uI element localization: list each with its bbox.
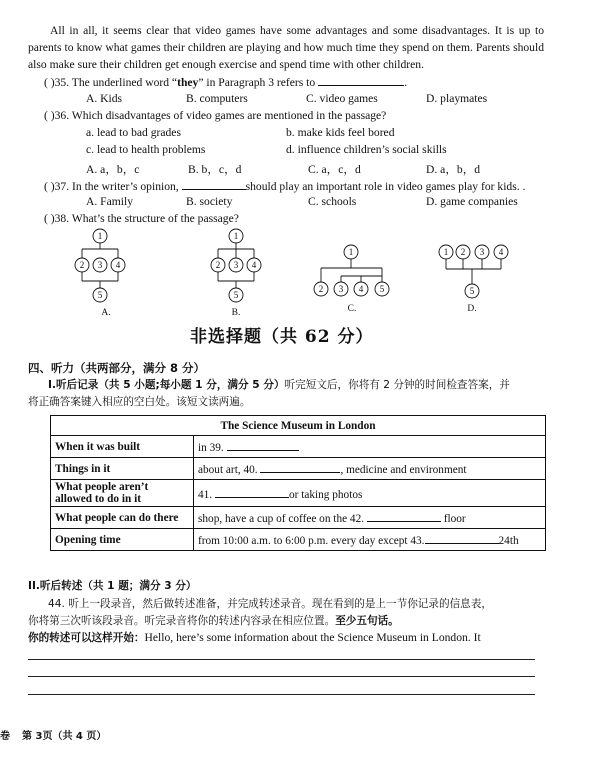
footer-page: 第 3页（共 4 页） [22, 731, 107, 742]
q35-tail: . [404, 76, 408, 89]
blank-43[interactable] [425, 532, 499, 544]
part1-instructions-line2: 将正确答案键入相应的空白处。该短文读两遍。 [28, 396, 251, 408]
blank-41[interactable] [215, 486, 289, 498]
q35-option-c[interactable]: C. video games [306, 92, 378, 105]
svg-text:1: 1 [348, 247, 354, 257]
svg-text:1: 1 [443, 247, 449, 257]
row-value-opening: from 10:00 a.m. to 6:00 p.m. every day except 43. 24th [194, 529, 546, 551]
diagram-d-label: D. [467, 304, 477, 314]
row-label-opening: Opening time [51, 529, 194, 551]
q35-option-b[interactable]: B. computers [186, 92, 248, 105]
blank-39[interactable] [227, 439, 299, 451]
diagram-b[interactable] [211, 229, 261, 318]
question-37 [44, 178, 525, 193]
q36-sub-d: d. influence children’s social skills [286, 143, 447, 156]
q37-stem-pre: ( )37. In the writer’s opinion, [44, 180, 179, 193]
q35-stem-pre: ( )35. The underlined word “ [44, 76, 178, 89]
q35-keyword: they [177, 76, 199, 89]
q36-option-c[interactable]: C. a，c，d [308, 163, 361, 176]
svg-text:5: 5 [469, 286, 475, 296]
svg-text:2: 2 [79, 260, 85, 270]
table-row [51, 480, 546, 507]
q37-stem-post: should play an important role in video games play for kids. . [245, 180, 526, 193]
part2-start-label: 你的转述可以这样开始： [28, 632, 145, 644]
question-38: ( )38. What’s the structure of the passage? [44, 212, 239, 225]
answer-line-2[interactable] [28, 676, 535, 677]
row-value-things: about art, 40. , medicine and environment [194, 458, 546, 480]
svg-text:3: 3 [338, 284, 344, 294]
diagram-a-label: A. [101, 308, 111, 318]
q37-option-a[interactable]: A. Family [86, 195, 134, 208]
svg-text:3: 3 [97, 260, 103, 270]
q36-sub-a: a. lead to bad grades [86, 126, 181, 139]
q36-option-d[interactable]: D. a，b，d [426, 163, 481, 176]
svg-text:4: 4 [251, 260, 257, 270]
diagram-d[interactable] [439, 245, 508, 314]
blank-42[interactable] [367, 510, 441, 522]
svg-text:4: 4 [358, 284, 364, 294]
svg-text:2: 2 [460, 247, 466, 257]
svg-text:2: 2 [215, 260, 221, 270]
answer-line-1[interactable] [28, 659, 535, 660]
table-row [51, 507, 546, 529]
svg-text:5: 5 [233, 290, 239, 300]
q35-answer-blank[interactable] [318, 74, 404, 86]
table-row [51, 529, 546, 551]
q36-option-b[interactable]: B. b，c，d [188, 163, 242, 176]
q36-sub-c: c. lead to health problems [86, 143, 206, 156]
row-label-things: Things in it [51, 458, 194, 480]
row-value-built: in 39. [194, 436, 546, 458]
part2-start-text: Hello, here’s some information about the Science Museum in London. It [144, 631, 481, 644]
svg-text:5: 5 [97, 290, 103, 300]
part1-instructions [48, 377, 510, 392]
svg-text:4: 4 [115, 260, 121, 270]
svg-text:1: 1 [233, 231, 239, 241]
svg-text:1: 1 [97, 231, 103, 241]
row-label-can-do: What people can do there [51, 507, 194, 529]
svg-text:2: 2 [318, 284, 324, 294]
svg-text:3: 3 [479, 247, 485, 257]
passage-paragraph [28, 22, 544, 74]
q36-option-a[interactable]: A. a，b，c [86, 163, 140, 176]
row-label-built: When it was built [51, 436, 194, 458]
svg-text:5: 5 [379, 284, 385, 294]
q35-stem-post: ” in Paragraph 3 refers to [198, 76, 316, 89]
part1-heading: I.听后记录（共 5 小题;每小题 1 分，满分 5 分） [48, 379, 285, 391]
q35-option-a[interactable]: A. Kids [86, 92, 123, 105]
part2-line1: 44. 听上一段录音，然后做转述准备，并完成转述录音。现在看到的是上一节你记录的信息表， [48, 598, 492, 610]
diagram-c-label: C. [347, 304, 357, 314]
section-title: 非选择题（共 62 分） [190, 327, 374, 347]
diagram-c[interactable] [314, 245, 389, 314]
row-value-not-allowed: 41. or taking photos [194, 480, 546, 507]
row-value-can-do: shop, have a cup of coffee on the 42. floor [194, 507, 546, 529]
q35-option-d[interactable]: D. playmates [426, 92, 488, 105]
question-35 [44, 74, 407, 89]
row-label-not-allowed: What people aren’t allowed to do in it [51, 480, 194, 507]
museum-table-header: The Science Museum in London [51, 416, 546, 436]
q36-sub-b: b. make kids feel bored [286, 126, 395, 139]
answer-line-3[interactable] [28, 694, 535, 695]
part1-rest: 听完短文后，你将有 2 分钟的时间检查答案，并 [284, 379, 510, 391]
structure-diagrams [60, 226, 550, 318]
q37-option-c[interactable]: C. schools [308, 195, 357, 208]
q37-answer-blank[interactable] [182, 178, 246, 190]
svg-text:3: 3 [233, 260, 239, 270]
museum-table [50, 415, 546, 551]
diagram-a[interactable] [75, 229, 125, 318]
question-36: ( )36. Which disadvantages of video games are mentioned in the passage? [44, 109, 387, 122]
listening-title: 四、听力（共两部分，满分 8 分） [28, 361, 206, 375]
table-row [51, 436, 546, 458]
part2-title: II.听后转述（共 1 题；满分 3 分） [28, 580, 197, 592]
blank-40[interactable] [260, 461, 340, 473]
table-row [51, 458, 546, 480]
passage-text: All in all, it seems clear that video games have some advantages and some disadvantages. It is up to parents to know what games their children are playing and how much time they spend on them. Parents should also make sure their children get enough exercise and spend time with other children. [28, 24, 544, 72]
q37-option-b[interactable]: B. society [186, 195, 233, 208]
diagram-b-label: B. [231, 308, 241, 318]
svg-text:4: 4 [498, 247, 504, 257]
q37-option-d[interactable]: D. game companies [426, 195, 518, 208]
part2-line2: 你将第三次听该段录音。听完录音将你的转述内容录在相应位置。至少五句话。 [28, 615, 399, 627]
footer-left-char: 卷 [0, 731, 10, 742]
part2-start [28, 630, 481, 645]
